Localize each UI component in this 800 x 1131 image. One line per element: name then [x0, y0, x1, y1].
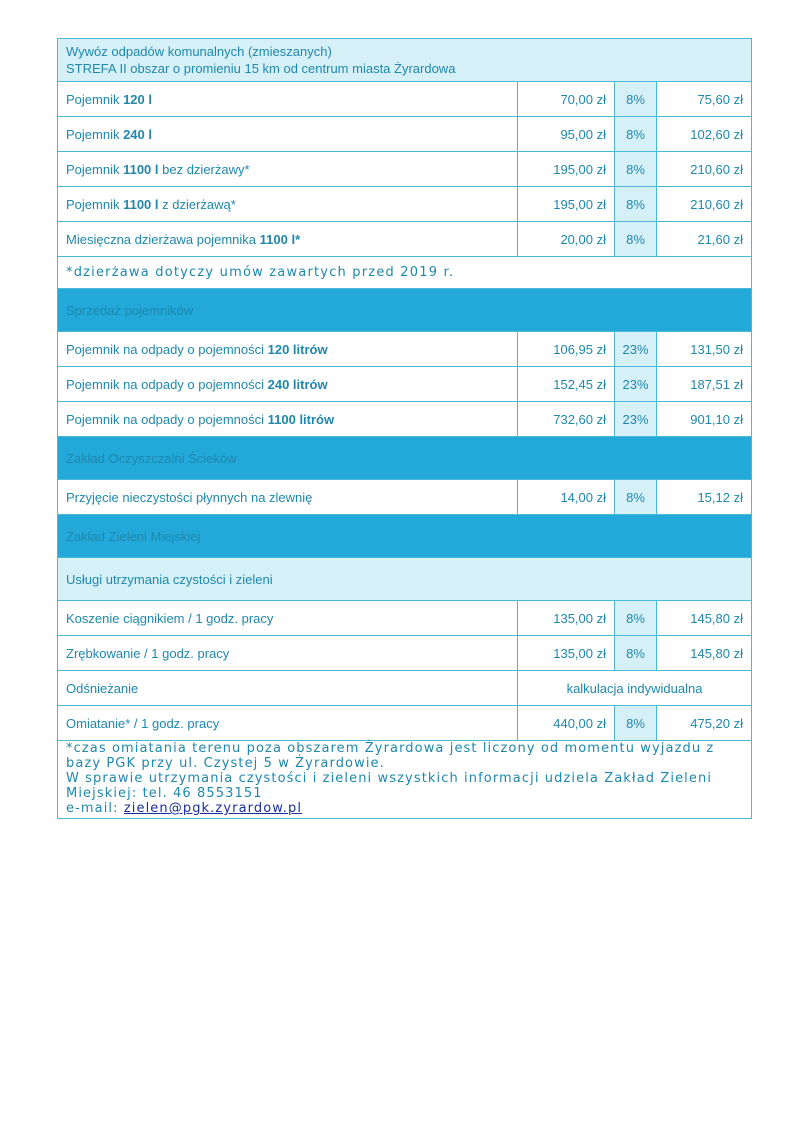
vat-rate: 23%	[615, 402, 657, 437]
waste-header-cell	[58, 39, 752, 82]
label-bold: 1100 l	[123, 161, 159, 177]
net-price: 732,60 zł	[518, 402, 615, 437]
gross-price: 21,60 zł	[657, 222, 752, 257]
table-row	[58, 332, 752, 367]
waste-header-row	[58, 39, 752, 82]
vat-rate: 8%	[615, 601, 657, 636]
vat-rate: 8%	[615, 222, 657, 257]
subsection-row	[58, 558, 752, 601]
label-bold: 240 l	[123, 126, 152, 142]
net-price: 135,00 zł	[518, 636, 615, 671]
subsection-title: Usługi utrzymania czystości i zieleni	[58, 558, 752, 601]
table-row	[58, 117, 752, 152]
item-label	[58, 332, 518, 367]
net-price: 195,00 zł	[518, 187, 615, 222]
waste-note-row	[58, 257, 752, 289]
table-row	[58, 402, 752, 437]
label-bold: 1100 l	[123, 196, 159, 212]
label-bold: 1100 litrów	[267, 411, 335, 427]
net-price: 70,00 zł	[518, 82, 615, 117]
email-prefix: e-mail:	[66, 801, 124, 816]
net-price: 20,00 zł	[518, 222, 615, 257]
gross-price: 15,12 zł	[657, 480, 752, 515]
item-label: Zrębkowanie / 1 godz. pracy	[58, 636, 518, 671]
item-label: Przyjęcie nieczystości płynnych na zlewnię	[58, 480, 518, 515]
section-header-row	[58, 289, 752, 332]
label-bold: 1100 l*	[259, 231, 301, 247]
label-text: Pojemnik	[66, 126, 124, 142]
item-label	[58, 82, 518, 117]
net-price: 95,00 zł	[518, 117, 615, 152]
net-price: 195,00 zł	[518, 152, 615, 187]
label-text: Pojemnik	[66, 161, 124, 177]
label-bold: 120 litrów	[267, 341, 328, 357]
label-text: bez dzierżawy*	[158, 161, 250, 177]
vat-rate: 23%	[615, 367, 657, 402]
table-row	[58, 480, 752, 515]
sweep-note: *czas omiatania terenu poza obszarem Żyrardowa jest liczony od momentu wyjazdu z bazy PGK przy ul. Czystej 5 w Żyrardowie.	[66, 741, 715, 771]
waste-note: *dzierżawa dotyczy umów zawartych przed 2019 r.	[58, 257, 752, 289]
vat-rate: 8%	[615, 480, 657, 515]
vat-rate: 8%	[615, 117, 657, 152]
vat-rate: 8%	[615, 706, 657, 741]
label-text: Pojemnik na odpady o pojemności	[66, 341, 268, 357]
vat-rate: 8%	[615, 636, 657, 671]
table-row	[58, 187, 752, 222]
gross-price: 210,60 zł	[657, 187, 752, 222]
table-row	[58, 82, 752, 117]
net-price: 135,00 zł	[518, 601, 615, 636]
table-row	[58, 601, 752, 636]
section-header-row	[58, 515, 752, 558]
table-row	[58, 706, 752, 741]
table-row	[58, 671, 752, 706]
net-price: 106,95 zł	[518, 332, 615, 367]
email-line	[66, 801, 743, 816]
label-bold: 120 l	[123, 91, 152, 107]
item-label	[58, 222, 518, 257]
waste-header-zone: STREFA II obszar o promieniu 15 km od centrum miasta Żyrardowa	[66, 61, 456, 76]
vat-rate: 8%	[615, 187, 657, 222]
gross-price: 210,60 zł	[657, 152, 752, 187]
table-row	[58, 152, 752, 187]
item-label	[58, 152, 518, 187]
item-label	[58, 117, 518, 152]
label-text: z dzierżawą*	[158, 196, 236, 212]
gross-price: 145,80 zł	[657, 601, 752, 636]
label-text: Miesięczna dzierżawa pojemnika	[66, 231, 260, 247]
section-title-sales: Sprzedaż pojemników	[58, 289, 752, 332]
individual-calculation: kalkulacja indywidualna	[518, 671, 752, 706]
table-row	[58, 636, 752, 671]
net-price: 440,00 zł	[518, 706, 615, 741]
footer-note	[58, 741, 752, 819]
vat-rate: 8%	[615, 82, 657, 117]
gross-price: 187,51 zł	[657, 367, 752, 402]
gross-price: 145,80 zł	[657, 636, 752, 671]
email-link[interactable]: zielen@pgk.zyrardow.pl	[123, 801, 303, 816]
gross-price: 75,60 zł	[657, 82, 752, 117]
item-label	[58, 187, 518, 222]
label-text: Pojemnik	[66, 196, 124, 212]
item-label	[58, 402, 518, 437]
section-title-greenery: Zakład Zieleni Miejskiej	[58, 515, 752, 558]
item-label: Omiatanie* / 1 godz. pracy	[58, 706, 518, 741]
price-table	[57, 38, 752, 819]
label-text: Pojemnik	[66, 91, 124, 107]
vat-rate: 8%	[615, 152, 657, 187]
item-label	[58, 367, 518, 402]
net-price: 152,45 zł	[518, 367, 615, 402]
gross-price: 102,60 zł	[657, 117, 752, 152]
item-label: Koszenie ciągnikiem / 1 godz. pracy	[58, 601, 518, 636]
table-row	[58, 222, 752, 257]
label-bold: 240 litrów	[267, 376, 328, 392]
contact-note: W sprawie utrzymania czystości i zieleni wszystkich informacji udziela Zakład Zieleni Miejskiej: tel. 46 8553151	[66, 771, 713, 801]
vat-rate: 23%	[615, 332, 657, 367]
label-text: Pojemnik na odpady o pojemności	[66, 411, 268, 427]
item-label: Odśnieżanie	[58, 671, 518, 706]
gross-price: 131,50 zł	[657, 332, 752, 367]
net-price: 14,00 zł	[518, 480, 615, 515]
waste-header-title: Wywóz odpadów komunalnych (zmieszanych)	[66, 44, 332, 59]
gross-price: 475,20 zł	[657, 706, 752, 741]
section-header-row	[58, 437, 752, 480]
footer-note-row	[58, 741, 752, 819]
table-row	[58, 367, 752, 402]
section-title-sewage: Zakład Oczyszczalni Ścieków	[58, 437, 752, 480]
gross-price: 901,10 zł	[657, 402, 752, 437]
label-text: Pojemnik na odpady o pojemności	[66, 376, 268, 392]
